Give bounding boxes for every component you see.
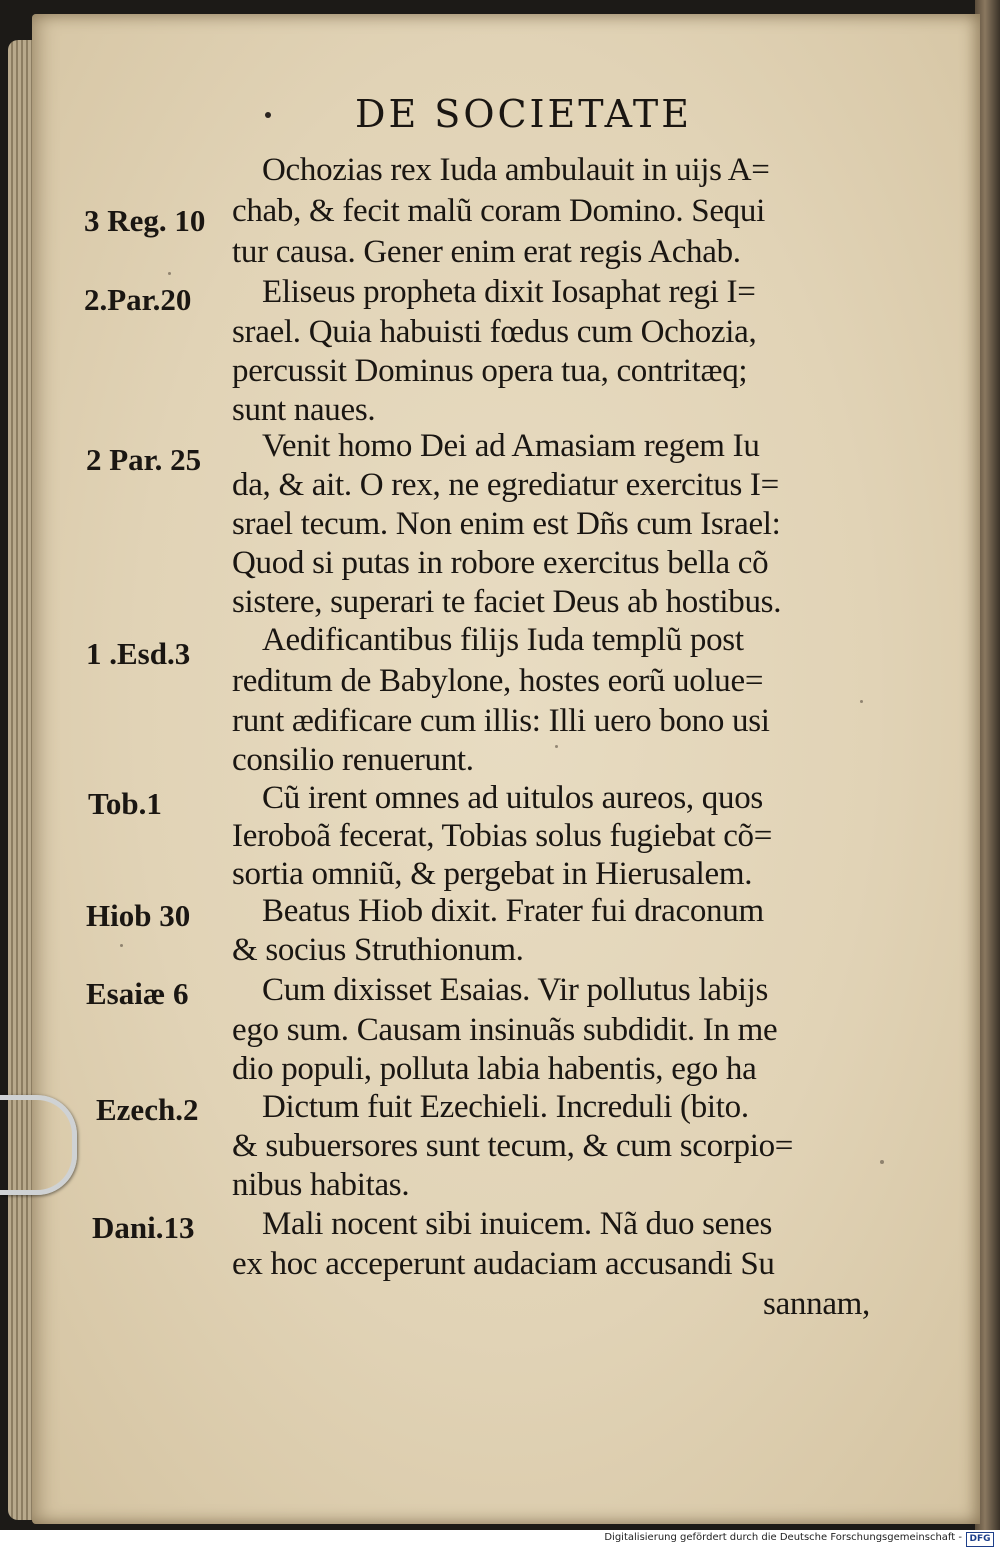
paper-speck [860,700,863,703]
margin-ref: 2.Par.20 [84,282,192,317]
text-line: Cum dixisset Esaias. Vir pollutus labijs [262,972,769,1008]
text-line: ego sum. Causam insinuãs subdidit. In me [232,1012,778,1048]
text-line: & socius Struthionum. [232,932,524,968]
text-line: reditum de Babylone, hostes eorũ uolue= [232,663,764,699]
header-ornament [265,112,271,118]
margin-ref: Tob.1 [88,786,162,821]
margin-ref: Dani.13 [92,1210,195,1245]
margin-ref: 2 Par. 25 [86,442,202,477]
text-line: dio populi, polluta labia habentis, ego ha [232,1051,757,1087]
text-line: & subuersores sunt tecum, & cum scorpio= [232,1128,794,1164]
text-line: runt ædificare cum illis: Illi uero bono usi [232,703,770,739]
text-line: srael. Quia habuisti fœdus cum Ochozia, [232,314,757,350]
text-line: Aedificantibus filijs Iuda templũ post [262,622,744,658]
text-line: da, & ait. O rex, ne egrediatur exercitus I= [232,467,779,503]
margin-ref: Ezech.2 [96,1092,199,1127]
paper-speck [168,272,171,275]
text-line: sunt naues. [232,392,376,428]
text-line: tur causa. Gener enim erat regis Achab. [232,234,741,270]
margin-ref: Hiob 30 [86,898,191,933]
text-line: nibus habitas. [232,1167,410,1203]
text-line: Ieroboã fecerat, Tobias solus fugiebat cõ= [232,818,773,854]
funding-credit: Digitalisierung gefördert durch die Deutsche Forschungsgemeinschaft - [604,1532,962,1543]
text-line: Cũ irent omnes ad uitulos aureos, quos [262,780,763,816]
text-line: Beatus Hiob dixit. Frater fui draconum [262,893,764,929]
text-line: ex hoc acceperunt audaciam accusandi Su [232,1246,775,1282]
text-line: Mali nocent sibi inuicem. Nã duo senes [262,1206,773,1242]
margin-ref: Esaiæ 6 [86,976,189,1011]
paper-speck [120,944,123,947]
text-line: consilio renuerunt. [232,742,474,778]
text-line: percussit Dominus opera tua, contritæq; [232,353,748,389]
text-line: Venit homo Dei ad Amasiam regem Iu [262,428,760,464]
text-line: Ochozias rex Iuda ambulauit in uijs A= [262,152,770,188]
paper-speck [555,745,558,748]
dfg-logo: DFG [966,1532,994,1547]
text-line: Dictum fuit Ezechieli. Increduli (bito. [262,1089,749,1125]
paper-speck [880,1160,884,1164]
page-clip [0,1095,77,1195]
catchword: sannam, [763,1286,870,1322]
text-line: srael tecum. Non enim est Dñs cum Israel: [232,506,781,542]
margin-ref: 1 .Esd.3 [86,636,191,671]
text-line: Eliseus propheta dixit Iosaphat regi I= [262,274,756,310]
margin-ref: 3 Reg. 10 [84,203,206,238]
text-line: sistere, superari te faciet Deus ab hostibus. [232,584,782,620]
text-line: Quod si putas in robore exercitus bella cõ [232,545,769,581]
footer-bar [0,1530,1000,1548]
text-line: sortia omniũ, & pergebat in Hierusalem. [232,856,753,892]
running-header: DE SOCIETATE [355,92,693,136]
text-line: chab, & fecit malũ coram Domino. Sequi [232,193,765,229]
